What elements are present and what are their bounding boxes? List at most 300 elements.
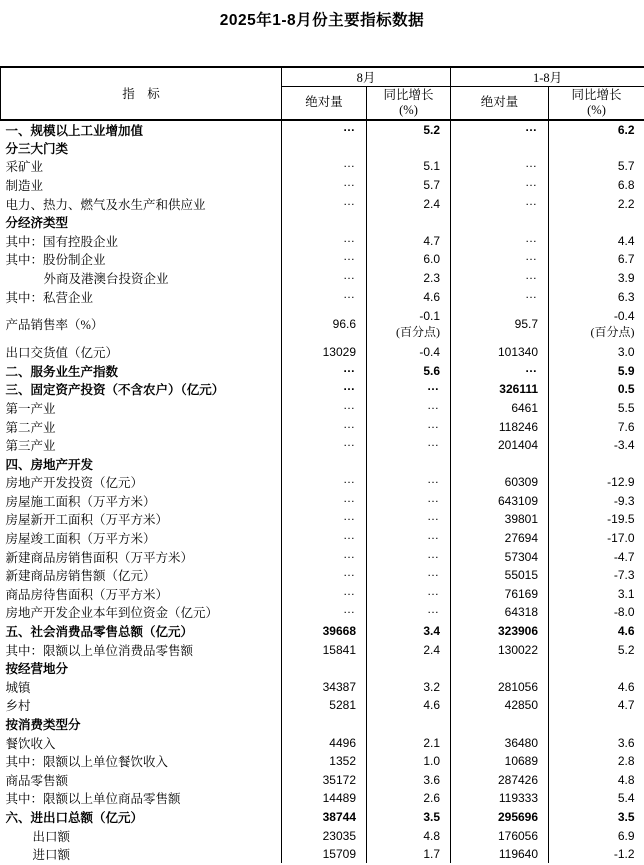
cum-abs-value: 10689 bbox=[504, 754, 539, 769]
cum-abs-value: 118246 bbox=[498, 419, 539, 434]
aug-yoy-value-cell bbox=[367, 789, 451, 808]
cum-abs-value: 6461 bbox=[511, 400, 539, 415]
aug-yoy-value: 1.7 bbox=[423, 847, 441, 862]
cum-yoy-value: 5.4 bbox=[617, 791, 635, 806]
cum-yoy-value: -7.3 bbox=[613, 568, 635, 583]
col-header-cum-yoy bbox=[549, 87, 644, 120]
aug-yoy-value-cell bbox=[367, 492, 451, 511]
aug-yoy-value-cell bbox=[367, 269, 451, 288]
table-row bbox=[1, 473, 644, 492]
yoy-label-line2: (%) bbox=[587, 102, 606, 117]
cum-yoy-value: -8.0 bbox=[613, 605, 635, 620]
aug-yoy-value: 2.4 bbox=[423, 642, 441, 657]
cum-abs-value: 27694 bbox=[504, 531, 539, 546]
aug-abs-value: … bbox=[343, 286, 356, 301]
aug-yoy-value: … bbox=[427, 509, 441, 524]
yoy-label-line1: 同比增长 bbox=[383, 87, 434, 102]
aug-abs-value-cell bbox=[282, 120, 367, 139]
aug-yoy-value: 3.5 bbox=[423, 809, 441, 824]
aug-yoy-value: -0.4 bbox=[419, 345, 441, 360]
cum-yoy-value-cell bbox=[549, 752, 644, 771]
aug-yoy-value-cell bbox=[367, 659, 451, 678]
aug-abs-value-cell bbox=[282, 733, 367, 752]
aug-abs-value: … bbox=[343, 546, 356, 561]
indicators-table bbox=[0, 66, 644, 863]
aug-yoy-value-cell bbox=[367, 585, 451, 604]
aug-abs-value-cell bbox=[282, 139, 367, 158]
table-row bbox=[1, 250, 644, 269]
cum-abs-value-cell bbox=[451, 120, 549, 139]
cum-abs-value-cell bbox=[451, 715, 549, 734]
aug-abs-value-cell bbox=[282, 566, 367, 585]
aug-yoy-value: 4.6 bbox=[423, 289, 441, 304]
aug-abs-value: … bbox=[343, 490, 356, 505]
aug-abs-value-cell bbox=[282, 231, 367, 250]
table-row bbox=[1, 733, 644, 752]
cum-abs-value-cell bbox=[451, 510, 549, 529]
cum-abs-value: 42850 bbox=[504, 698, 539, 713]
indicator-label: 产品销售率（%） bbox=[1, 306, 282, 343]
aug-abs-value-cell bbox=[282, 622, 367, 641]
cum-abs-value-cell bbox=[451, 771, 549, 790]
cum-yoy-value: 5.5 bbox=[617, 400, 635, 415]
table-row bbox=[1, 306, 644, 343]
indicator-label: 商品零售额 bbox=[1, 771, 282, 790]
cum-abs-value: 201404 bbox=[497, 438, 539, 453]
aug-abs-value-cell bbox=[282, 213, 367, 232]
aug-abs-value-cell bbox=[282, 473, 367, 492]
cum-yoy-value: 3.6 bbox=[617, 735, 635, 750]
cum-abs-value-cell bbox=[451, 678, 549, 697]
indicator-label: 按消费类型分 bbox=[1, 715, 282, 734]
cum-abs-value: 176056 bbox=[497, 828, 539, 843]
cum-yoy-value-cell bbox=[549, 566, 644, 585]
aug-abs-value: 5281 bbox=[329, 698, 356, 713]
aug-abs-value: 34387 bbox=[322, 679, 356, 694]
cum-abs-value-cell bbox=[451, 826, 549, 845]
aug-yoy-value: 5.7 bbox=[423, 177, 441, 192]
aug-yoy-value: 5.1 bbox=[423, 159, 441, 174]
cum-yoy-value: -12.9 bbox=[607, 475, 635, 490]
table-row bbox=[1, 343, 644, 362]
aug-yoy-value-cell bbox=[367, 417, 451, 436]
cum-abs-value-cell bbox=[451, 417, 549, 436]
aug-abs-value-cell bbox=[282, 678, 367, 697]
cum-abs-value: 643109 bbox=[497, 493, 539, 508]
cum-yoy-value-cell bbox=[549, 417, 644, 436]
cum-yoy-value: -19.5 bbox=[607, 512, 635, 527]
indicator-label: 房地产开发投资（亿元） bbox=[1, 473, 282, 492]
cum-yoy-value: 4.7 bbox=[617, 698, 635, 713]
aug-abs-value: … bbox=[343, 602, 356, 617]
cum-abs-value-cell bbox=[451, 659, 549, 678]
cum-yoy-value: -1.2 bbox=[613, 847, 635, 862]
cum-yoy-value-cell bbox=[549, 157, 644, 176]
aug-yoy-value: 5.2 bbox=[423, 122, 441, 137]
table-row bbox=[1, 157, 644, 176]
aug-yoy-value-cell bbox=[367, 454, 451, 473]
indicator-label: 房屋施工面积（万平方米） bbox=[1, 492, 282, 511]
indicator-label: 分三大门类 bbox=[1, 139, 282, 158]
aug-yoy-value-cell bbox=[367, 213, 451, 232]
cum-yoy-value: 2.2 bbox=[617, 196, 635, 211]
cum-yoy-value: 6.2 bbox=[617, 122, 635, 137]
aug-abs-value: 38744 bbox=[322, 809, 356, 824]
indicator-label: 其中：限额以上单位商品零售额 bbox=[1, 789, 282, 808]
aug-abs-value: … bbox=[343, 360, 356, 375]
indicator-label: 其中：限额以上单位餐饮收入 bbox=[1, 752, 282, 771]
indicator-label: 出口额 bbox=[1, 826, 282, 845]
cum-yoy-value-cell bbox=[549, 120, 644, 139]
table-row bbox=[1, 194, 644, 213]
cum-yoy-value-cell bbox=[549, 547, 644, 566]
aug-abs-value: … bbox=[343, 193, 356, 208]
aug-abs-value-cell bbox=[282, 176, 367, 195]
aug-abs-value-cell bbox=[282, 771, 367, 790]
indicator-label: 外商及港澳台投资企业 bbox=[1, 269, 282, 288]
indicator-label: 其中：私营企业 bbox=[1, 287, 282, 306]
aug-abs-value: … bbox=[343, 509, 356, 524]
aug-yoy-value-cell bbox=[367, 529, 451, 548]
cum-abs-value-cell bbox=[451, 640, 549, 659]
title-block bbox=[0, 0, 644, 66]
table-row bbox=[1, 380, 644, 399]
cum-abs-value-cell bbox=[451, 380, 549, 399]
cum-abs-value: … bbox=[525, 249, 539, 264]
cum-yoy-value-cell bbox=[549, 250, 644, 269]
cum-yoy-value-cell bbox=[549, 176, 644, 195]
cum-abs-value: 119640 bbox=[498, 847, 539, 862]
aug-abs-value-cell bbox=[282, 380, 367, 399]
indicator-label: 商品房待售面积（万平方米） bbox=[1, 585, 282, 604]
table-row bbox=[1, 622, 644, 641]
cum-yoy-value-cell bbox=[549, 194, 644, 213]
aug-yoy-value: 2.1 bbox=[423, 735, 441, 750]
aug-yoy-value: … bbox=[427, 490, 441, 505]
table-row bbox=[1, 176, 644, 195]
aug-yoy-value-cell bbox=[367, 343, 451, 362]
aug-yoy-value: 3.4 bbox=[423, 624, 441, 639]
aug-abs-value-cell bbox=[282, 454, 367, 473]
cum-abs-value-cell bbox=[451, 250, 549, 269]
aug-yoy-value-cell bbox=[367, 566, 451, 585]
aug-yoy-value-cell bbox=[367, 547, 451, 566]
aug-abs-value: … bbox=[343, 230, 356, 245]
cum-yoy-value: 5.2 bbox=[617, 642, 635, 657]
cum-abs-value: 64318 bbox=[504, 605, 539, 620]
cum-abs-value: … bbox=[525, 156, 539, 171]
aug-yoy-value: 5.6 bbox=[423, 363, 441, 378]
cum-yoy-value: -9.3 bbox=[613, 493, 635, 508]
indicator-label: 其中：国有控股企业 bbox=[1, 231, 282, 250]
aug-yoy-value: 4.6 bbox=[423, 698, 441, 713]
cum-abs-value-cell bbox=[451, 436, 549, 455]
aug-abs-value-cell bbox=[282, 510, 367, 529]
cum-abs-value-cell bbox=[451, 176, 549, 195]
aug-abs-value-cell bbox=[282, 789, 367, 808]
cum-abs-value-cell bbox=[451, 845, 549, 864]
cum-yoy-value: 6.8 bbox=[617, 177, 635, 192]
aug-abs-value: … bbox=[343, 528, 356, 543]
col-header-indicator: 指 标 bbox=[1, 67, 282, 120]
indicator-label: 采矿业 bbox=[1, 157, 282, 176]
cum-abs-value: … bbox=[525, 119, 539, 134]
aug-yoy-value-cell bbox=[367, 436, 451, 455]
aug-yoy-value-cell bbox=[367, 287, 451, 306]
cum-yoy-value-cell bbox=[549, 213, 644, 232]
table-row bbox=[1, 492, 644, 511]
table-row bbox=[1, 845, 644, 864]
cum-yoy-value-cell bbox=[549, 640, 644, 659]
aug-yoy-value-cell bbox=[367, 231, 451, 250]
aug-abs-value: 39668 bbox=[322, 624, 356, 639]
table-row bbox=[1, 789, 644, 808]
aug-yoy-value-cell bbox=[367, 715, 451, 734]
cum-abs-value-cell bbox=[451, 492, 549, 511]
indicator-label: 城镇 bbox=[1, 678, 282, 697]
cum-yoy-value: 6.9 bbox=[617, 828, 635, 843]
aug-yoy-value: … bbox=[427, 416, 441, 431]
indicator-label: 六、进出口总额（亿元） bbox=[1, 808, 282, 827]
table-header bbox=[1, 67, 644, 120]
aug-yoy-value: … bbox=[427, 379, 441, 394]
indicator-label: 进口额 bbox=[1, 845, 282, 864]
aug-abs-value-cell bbox=[282, 826, 367, 845]
cum-yoy-value: 3.5 bbox=[617, 809, 635, 824]
indicator-label: 二、服务业生产指数 bbox=[1, 361, 282, 380]
aug-abs-value: … bbox=[343, 156, 356, 171]
aug-abs-value-cell bbox=[282, 269, 367, 288]
table-row bbox=[1, 696, 644, 715]
aug-abs-value-cell bbox=[282, 696, 367, 715]
aug-abs-value: 13029 bbox=[322, 345, 356, 360]
aug-yoy-value-cell bbox=[367, 120, 451, 139]
table-row bbox=[1, 454, 644, 473]
indicator-label: 乡村 bbox=[1, 696, 282, 715]
table-row bbox=[1, 213, 644, 232]
aug-yoy-value-cell bbox=[367, 845, 451, 864]
aug-yoy-value-cell bbox=[367, 808, 451, 827]
cum-abs-value: 39801 bbox=[504, 512, 539, 527]
cum-abs-value-cell bbox=[451, 231, 549, 250]
cum-abs-value: 57304 bbox=[504, 549, 539, 564]
aug-yoy-value-cell bbox=[367, 139, 451, 158]
indicator-label: 其中：股份制企业 bbox=[1, 250, 282, 269]
table-row bbox=[1, 678, 644, 697]
cum-abs-value: 60309 bbox=[504, 475, 539, 490]
indicator-label: 房屋新开工面积（万平方米） bbox=[1, 510, 282, 529]
table-row bbox=[1, 771, 644, 790]
aug-abs-value-cell bbox=[282, 603, 367, 622]
table-row bbox=[1, 566, 644, 585]
cum-abs-value: 281056 bbox=[497, 679, 539, 694]
aug-abs-value: … bbox=[343, 416, 356, 431]
table-row bbox=[1, 436, 644, 455]
aug-yoy-value: 3.2 bbox=[423, 679, 441, 694]
indicator-label: 四、房地产开发 bbox=[1, 454, 282, 473]
table-row bbox=[1, 659, 644, 678]
aug-yoy-value-cell bbox=[367, 640, 451, 659]
table-row bbox=[1, 417, 644, 436]
cum-abs-value: … bbox=[525, 267, 539, 282]
cum-yoy-value-cell bbox=[549, 678, 644, 697]
aug-abs-value-cell bbox=[282, 417, 367, 436]
cum-abs-value-cell bbox=[451, 585, 549, 604]
aug-yoy-value-cell bbox=[367, 250, 451, 269]
indicator-label: 一、规模以上工业增加值 bbox=[1, 120, 282, 139]
cum-yoy-value-cell bbox=[549, 306, 644, 343]
aug-abs-value-cell bbox=[282, 492, 367, 511]
aug-yoy-value: 3.6 bbox=[423, 772, 441, 787]
page-title: 2025年1-8月份主要指标数据 bbox=[219, 12, 425, 29]
cum-yoy-value-cell bbox=[549, 343, 644, 362]
indicator-label: 按经营地分 bbox=[1, 659, 282, 678]
cum-yoy-value: 5.9 bbox=[617, 363, 635, 378]
cum-abs-value-cell bbox=[451, 752, 549, 771]
cum-abs-value: 295696 bbox=[497, 809, 539, 824]
cum-abs-value: 76169 bbox=[504, 586, 539, 601]
aug-abs-value: … bbox=[343, 379, 356, 394]
cum-abs-value: 36480 bbox=[504, 735, 539, 750]
yoy-label-line1: 同比增长 bbox=[571, 87, 622, 102]
cum-yoy-value-cell bbox=[549, 399, 644, 418]
table-row bbox=[1, 603, 644, 622]
cum-abs-value-cell bbox=[451, 603, 549, 622]
col-header-aug-absolute: 绝对量 bbox=[282, 87, 367, 120]
cum-abs-value-cell bbox=[451, 789, 549, 808]
cum-yoy-value-cell bbox=[549, 845, 644, 864]
cum-abs-value-cell bbox=[451, 547, 549, 566]
table-row bbox=[1, 808, 644, 827]
header-group-row bbox=[1, 67, 644, 87]
table-row bbox=[1, 640, 644, 659]
cum-yoy-value-cell bbox=[549, 789, 644, 808]
col-group-jan-aug: 1-8月 bbox=[451, 67, 644, 87]
aug-yoy-value: … bbox=[427, 435, 441, 450]
cum-yoy-value-cell bbox=[549, 436, 644, 455]
aug-yoy-value: … bbox=[427, 546, 441, 561]
table-row bbox=[1, 826, 644, 845]
aug-abs-value-cell bbox=[282, 845, 367, 864]
cum-yoy-value-cell bbox=[549, 473, 644, 492]
aug-abs-value-cell bbox=[282, 361, 367, 380]
cum-yoy-value-cell bbox=[549, 808, 644, 827]
cum-yoy-value-cell bbox=[549, 603, 644, 622]
indicator-label: 房屋竣工面积（万平方米） bbox=[1, 529, 282, 548]
indicator-label: 第二产业 bbox=[1, 417, 282, 436]
aug-yoy-value-unit-note: (百分点) bbox=[396, 325, 441, 340]
aug-yoy-value-cell bbox=[367, 826, 451, 845]
aug-yoy-value: … bbox=[427, 397, 441, 412]
aug-abs-value: 14489 bbox=[322, 791, 356, 806]
aug-yoy-value: … bbox=[427, 565, 441, 580]
cum-abs-value: 287426 bbox=[497, 772, 539, 787]
cum-yoy-value: -4.7 bbox=[613, 549, 635, 564]
aug-yoy-value-cell bbox=[367, 771, 451, 790]
cum-yoy-value-cell bbox=[549, 733, 644, 752]
cum-yoy-value-cell bbox=[549, 454, 644, 473]
cum-yoy-value: -0.4 bbox=[613, 309, 635, 324]
table-row bbox=[1, 361, 644, 380]
cum-yoy-value-cell bbox=[549, 287, 644, 306]
cum-yoy-value: 3.1 bbox=[617, 586, 635, 601]
aug-yoy-value-cell bbox=[367, 510, 451, 529]
aug-abs-value-cell bbox=[282, 250, 367, 269]
aug-abs-value: … bbox=[343, 583, 356, 598]
cum-abs-value-cell bbox=[451, 733, 549, 752]
cum-abs-value-cell bbox=[451, 473, 549, 492]
indicator-label: 三、固定资产投资（不含农户）（亿元） bbox=[1, 380, 282, 399]
aug-abs-value: 15709 bbox=[322, 847, 356, 862]
aug-abs-value-cell bbox=[282, 715, 367, 734]
table-body bbox=[1, 120, 644, 864]
cum-yoy-value-cell bbox=[549, 269, 644, 288]
cum-abs-value: 130022 bbox=[497, 642, 539, 657]
indicator-label: 分经济类型 bbox=[1, 213, 282, 232]
aug-abs-value-cell bbox=[282, 157, 367, 176]
cum-yoy-value-cell bbox=[549, 492, 644, 511]
table-row bbox=[1, 120, 644, 139]
indicator-label: 制造业 bbox=[1, 176, 282, 195]
cum-abs-value-cell bbox=[451, 399, 549, 418]
aug-yoy-value-cell bbox=[367, 380, 451, 399]
col-header-aug-yoy bbox=[367, 87, 451, 120]
cum-yoy-value-cell bbox=[549, 529, 644, 548]
cum-abs-value-cell bbox=[451, 194, 549, 213]
aug-abs-value: 35172 bbox=[322, 772, 356, 787]
cum-yoy-value-cell bbox=[549, 771, 644, 790]
aug-abs-value-cell bbox=[282, 547, 367, 566]
aug-abs-value-cell bbox=[282, 306, 367, 343]
cum-yoy-value-cell bbox=[549, 715, 644, 734]
aug-abs-value-cell bbox=[282, 399, 367, 418]
aug-abs-value: … bbox=[343, 119, 356, 134]
cum-abs-value-cell bbox=[451, 139, 549, 158]
aug-abs-value-cell bbox=[282, 640, 367, 659]
cum-yoy-value: 3.9 bbox=[617, 270, 635, 285]
cum-abs-value: … bbox=[525, 286, 539, 301]
aug-abs-value: 96.6 bbox=[332, 317, 356, 332]
cum-abs-value: … bbox=[525, 360, 539, 375]
indicator-label: 其中：限额以上单位消费品零售额 bbox=[1, 640, 282, 659]
aug-abs-value-cell bbox=[282, 808, 367, 827]
cum-abs-value-cell bbox=[451, 696, 549, 715]
cum-yoy-value-cell bbox=[549, 696, 644, 715]
indicator-label: 新建商品房销售额（亿元） bbox=[1, 566, 282, 585]
cum-yoy-value-cell bbox=[549, 585, 644, 604]
aug-abs-value: … bbox=[343, 435, 356, 450]
indicator-label: 新建商品房销售面积（万平方米） bbox=[1, 547, 282, 566]
indicator-label: 出口交货值（亿元） bbox=[1, 343, 282, 362]
cum-yoy-value: 4.4 bbox=[617, 233, 635, 248]
table-row bbox=[1, 529, 644, 548]
cum-abs-value: 119333 bbox=[498, 791, 539, 806]
aug-yoy-value: … bbox=[427, 528, 441, 543]
col-header-cum-absolute: 绝对量 bbox=[451, 87, 549, 120]
aug-yoy-value: 4.7 bbox=[423, 233, 441, 248]
indicator-label: 电力、热力、燃气及水生产和供应业 bbox=[1, 194, 282, 213]
aug-yoy-value: 4.8 bbox=[423, 828, 441, 843]
col-group-august: 8月 bbox=[282, 67, 451, 87]
cum-abs-value-cell bbox=[451, 306, 549, 343]
table-row bbox=[1, 231, 644, 250]
table-row bbox=[1, 287, 644, 306]
aug-yoy-value: 1.0 bbox=[423, 754, 441, 769]
aug-abs-value-cell bbox=[282, 529, 367, 548]
cum-abs-value-cell bbox=[451, 566, 549, 585]
indicator-label: 房地产开发企业本年到位资金（亿元） bbox=[1, 603, 282, 622]
indicator-label: 第一产业 bbox=[1, 399, 282, 418]
